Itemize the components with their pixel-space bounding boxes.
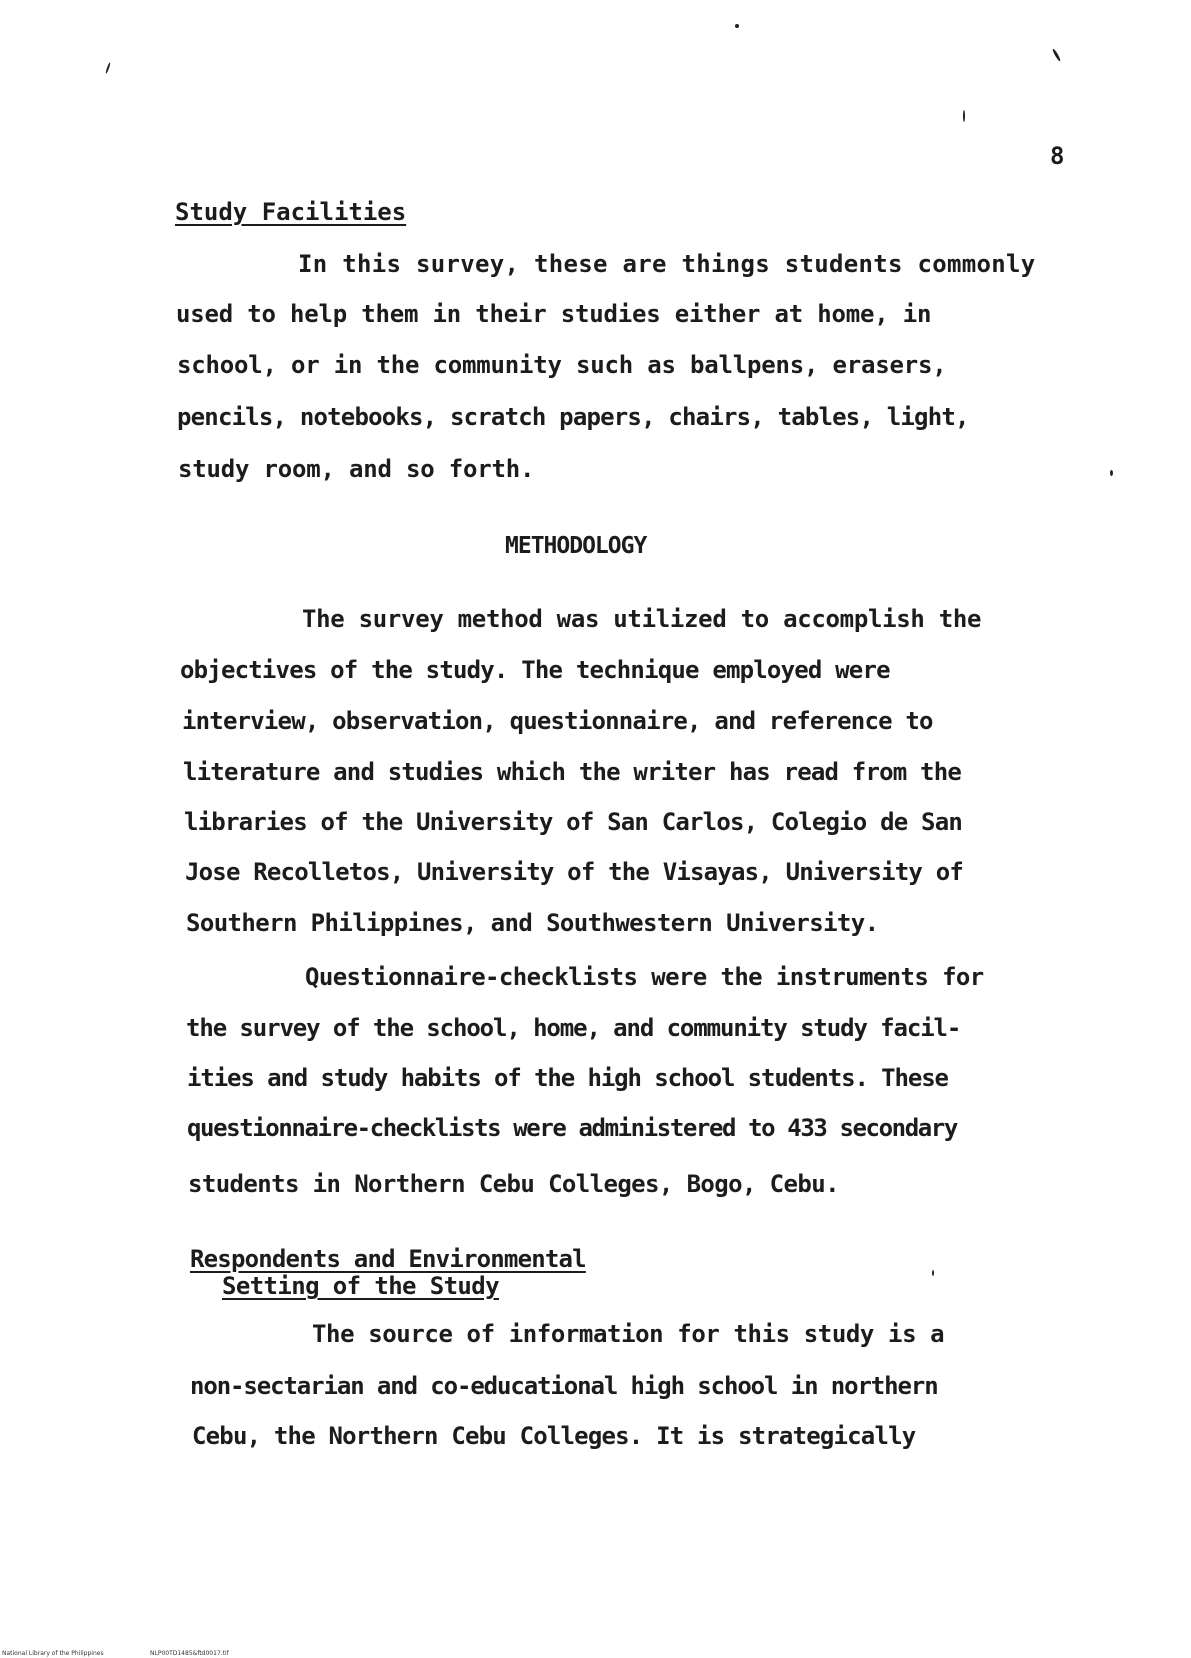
respondents-heading-line1: Respondents and Environmental (190, 1245, 586, 1273)
footer-file: NLP00TD1485&ftd0017.tif (150, 1650, 229, 1657)
methodology-paragraph-line: The survey method was utilized to accomplish the (302, 605, 982, 633)
respondents-paragraph-line: non-sectarian and co-educational high school in northern (190, 1372, 938, 1400)
study-facilities-line: study room, and so forth. (178, 455, 535, 483)
page-number: 8 (1050, 142, 1065, 170)
methodology-paragraph-line: ities and study habits of the high school students. These (187, 1064, 948, 1092)
scan-artifact (1052, 48, 1062, 62)
methodology-paragraph-line: libraries of the University of San Carlos, Colegio de San (184, 808, 963, 836)
methodology-paragraph-line: literature and studies which the writer has read from the (183, 758, 962, 786)
methodology-paragraph-line: students in Northern Cebu Colleges, Bogo, Cebu. (188, 1170, 839, 1198)
study-facilities-line: In this survey, these are things students commonly (298, 250, 1036, 278)
methodology-paragraph-line: Questionnaire-checklists were the instruments for (305, 963, 984, 991)
footer-library: National Library of the Philippines (2, 1650, 104, 1657)
methodology-paragraph-line: Southern Philippines, and Southwestern University. (186, 909, 879, 937)
scan-artifact (932, 1270, 934, 1276)
scan-artifact (963, 110, 965, 122)
study-facilities-heading: Study Facilities (175, 198, 407, 226)
methodology-paragraph-line: Jose Recolletos, University of the Visayas, University of (185, 858, 964, 886)
scan-artifact (1110, 470, 1113, 476)
respondents-heading-line2: Setting of the Study (222, 1272, 499, 1300)
respondents-paragraph-line: Cebu, the Northern Cebu Colleges. It is strategically (192, 1422, 916, 1450)
methodology-paragraph-line: objectives of the study. The technique employed were (180, 656, 890, 684)
methodology-paragraph-line: the survey of the school, home, and community study facil- (186, 1014, 961, 1042)
scan-artifact (735, 24, 739, 28)
methodology-heading: METHODOLOGY (505, 533, 647, 559)
respondents-paragraph-line: The source of information for this study is a (312, 1320, 945, 1348)
scan-artifact (105, 62, 111, 74)
study-facilities-line: school, or in the community such as ballpens, erasers, (177, 351, 947, 379)
methodology-paragraph-line: interview, observation, questionnaire, and reference to (182, 707, 933, 735)
study-facilities-line: used to help them in their studies either at home, in (176, 300, 932, 328)
methodology-paragraph-line: questionnaire-checklists were administered to 433 secondary (187, 1114, 957, 1142)
study-facilities-line: pencils, notebooks, scratch papers, chairs, tables, light, (177, 403, 969, 431)
